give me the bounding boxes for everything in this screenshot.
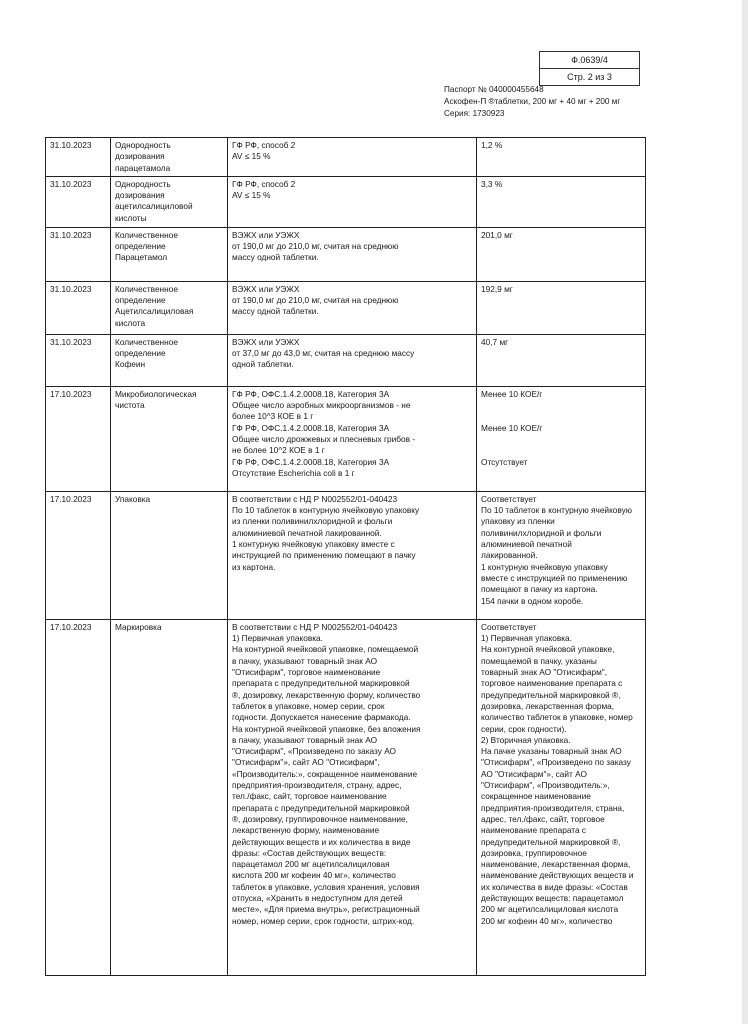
- scan-edge: [742, 0, 748, 1024]
- row-date: 31.10.2023: [46, 138, 111, 177]
- row-date: 17.10.2023: [46, 619, 111, 975]
- product-name: Аскофен-П ®таблетки, 200 мг + 40 мг + 200 мг: [444, 97, 621, 106]
- table-row: [46, 386, 646, 491]
- row-result: 192,9 мг: [477, 281, 646, 334]
- passport-header: [444, 84, 620, 120]
- table-row: [46, 619, 646, 975]
- row-result: 40,7 мг: [477, 334, 646, 386]
- row-test-name: Количественное определение Ацетилсалициловая кислота: [111, 281, 228, 334]
- row-test-name: Упаковка: [111, 491, 228, 619]
- form-code: Ф.0639/4: [540, 52, 639, 69]
- row-requirement: ГФ РФ, способ 2 AV ≤ 15 %: [228, 138, 477, 177]
- row-date: 31.10.2023: [46, 227, 111, 281]
- table-row: [46, 491, 646, 619]
- series-number: Серия: 1730923: [444, 109, 505, 118]
- form-code-box: [539, 51, 640, 86]
- row-result: Менее 10 КОЕ/г Менее 10 КОЕ/г Отсутствует: [477, 386, 646, 491]
- row-requirement: ВЭЖХ или УЭЖХ от 190,0 мг до 210,0 мг, считая на среднюю массу одной таблетки.: [228, 227, 477, 281]
- row-result: Соответствует 1) Первичная упаковка. На контурной ячейковой упаковке, помещаемой в пачку, указаны товарный знак АО "Отисифарм", торговое наименование препарата с предупредительной маркировкой ®, дозировка, лекарственная форма, количество таблеток в упаковке, номер серии, срок годности). 2) Вторичная упаковка. На пачке указаны товарный знак АО "Отисифарм", «Произведено по заказу АО "Отисифарм"», сайт АО "Отисифарм", «Производитель:», сокращенное наименование предприятия-производителя, страна, адрес, тел./факс, сайт, торговое наименование препарата с предупредительной маркировкой ®, дозировка, группировочное наименование, лекарственная форма, наименование действующих веществ и их количества в виде фразы: «Состав действующих веществ: парацетамол 200 мг ацетилсалициловая кислота 200 мг кофеин 40 мг», количество: [477, 619, 646, 975]
- row-requirement: ГФ РФ, способ 2 AV ≤ 15 %: [228, 176, 477, 227]
- row-date: 17.10.2023: [46, 491, 111, 619]
- row-test-name: Микробиологическая чистота: [111, 386, 228, 491]
- row-test-name: Однородность дозирования парацетамола: [111, 138, 228, 177]
- row-test-name: Количественное определение Парацетамол: [111, 227, 228, 281]
- table-row: [46, 334, 646, 386]
- row-test-name: Однородность дозирования ацетилсалициловой кислоты: [111, 176, 228, 227]
- row-date: 17.10.2023: [46, 386, 111, 491]
- table-row: [46, 176, 646, 227]
- row-requirement: В соответствии с НД Р N002552/01-040423 1) Первичная упаковка. На контурной ячейковой упаковке, помещаемой в пачку, указывают товарный знак АО "Отисифарм", торговое наименование препарата с предупредительной маркировкой ®, дозировку, лекарственную форму, количество таблеток в упаковке, номер серии, срок годности. Допускается нанесение фармакода. На контурной ячейковой упаковке, без вложения в пачку, указывают товарный знак АО "Отисифарм", «Произведено по заказу АО "Отисифарм"», сайт АО "Отисифарм", «Производитель:», сокращенное наименование предприятия-производителя, страну, адрес, тел./факс, сайт, торговое наименование препарата с предупредительной маркировкой ®, дозировку, группировочное наименование, лекарственную форму, наименование действующих веществ и их количества в виде фразы: «Состав действующих веществ: парацетамол 200 мг ацетилсалициловая кислота 200 мг кофеин 40 мг», количество таблеток в упаковке, условия хранения, условия отпуска, «Хранить в недоступном для детей месте», «Для приема внутрь», регистрационный номер, номер серии, срок годности, штрих-код.: [228, 619, 477, 975]
- row-date: 31.10.2023: [46, 281, 111, 334]
- table-row: [46, 138, 646, 177]
- row-result: 1,2 %: [477, 138, 646, 177]
- row-requirement: ГФ РФ, ОФС.1.4.2.0008.18, Категория 3А Общее число аэробных микроорганизмов - не более 10^3 КОЕ в 1 г ГФ РФ, ОФС.1.4.2.0008.18, Категория 3А Общее число дрожжевых и плесневых грибов - не более 10^2 КОЕ в 1 г ГФ РФ, ОФС.1.4.2.0008.18, Категория 3А Отсутствие Escherichia coli в 1 г: [228, 386, 477, 491]
- row-requirement: В соответствии с НД Р N002552/01-040423 По 10 таблеток в контурную ячейковую упаковку из пленки поливинилхлоридной и фольги алюминиевой печатной лакированной. 1 контурную ячейковую упаковку вместе с инструкцией по применению помещают в пачку из картона.: [228, 491, 477, 619]
- passport-number: Паспорт № 040000455648: [444, 85, 544, 94]
- row-date: 31.10.2023: [46, 176, 111, 227]
- table-row: [46, 227, 646, 281]
- row-requirement: ВЭЖХ или УЭЖХ от 37,0 мг до 43,0 мг, считая на среднюю массу одной таблетки.: [228, 334, 477, 386]
- row-requirement: ВЭЖХ или УЭЖХ от 190,0 мг до 210,0 мг, считая на среднюю массу одной таблетки.: [228, 281, 477, 334]
- row-result: Соответствует По 10 таблеток в контурную ячейковую упаковку из пленки поливинилхлоридной и фольги алюминиевой печатной лакированной. 1 контурную ячейковую упаковку вместе с инструкцией по применению помещают в пачку из картона. 154 пачки в одном коробе.: [477, 491, 646, 619]
- row-test-name: Маркировка: [111, 619, 228, 975]
- page-number: Стр. 2 из 3: [567, 72, 612, 82]
- row-date: 31.10.2023: [46, 334, 111, 386]
- table-row: [46, 281, 646, 334]
- test-results-table: [45, 137, 646, 976]
- row-result: 3,3 %: [477, 176, 646, 227]
- row-result: 201,0 мг: [477, 227, 646, 281]
- row-test-name: Количественное определение Кофеин: [111, 334, 228, 386]
